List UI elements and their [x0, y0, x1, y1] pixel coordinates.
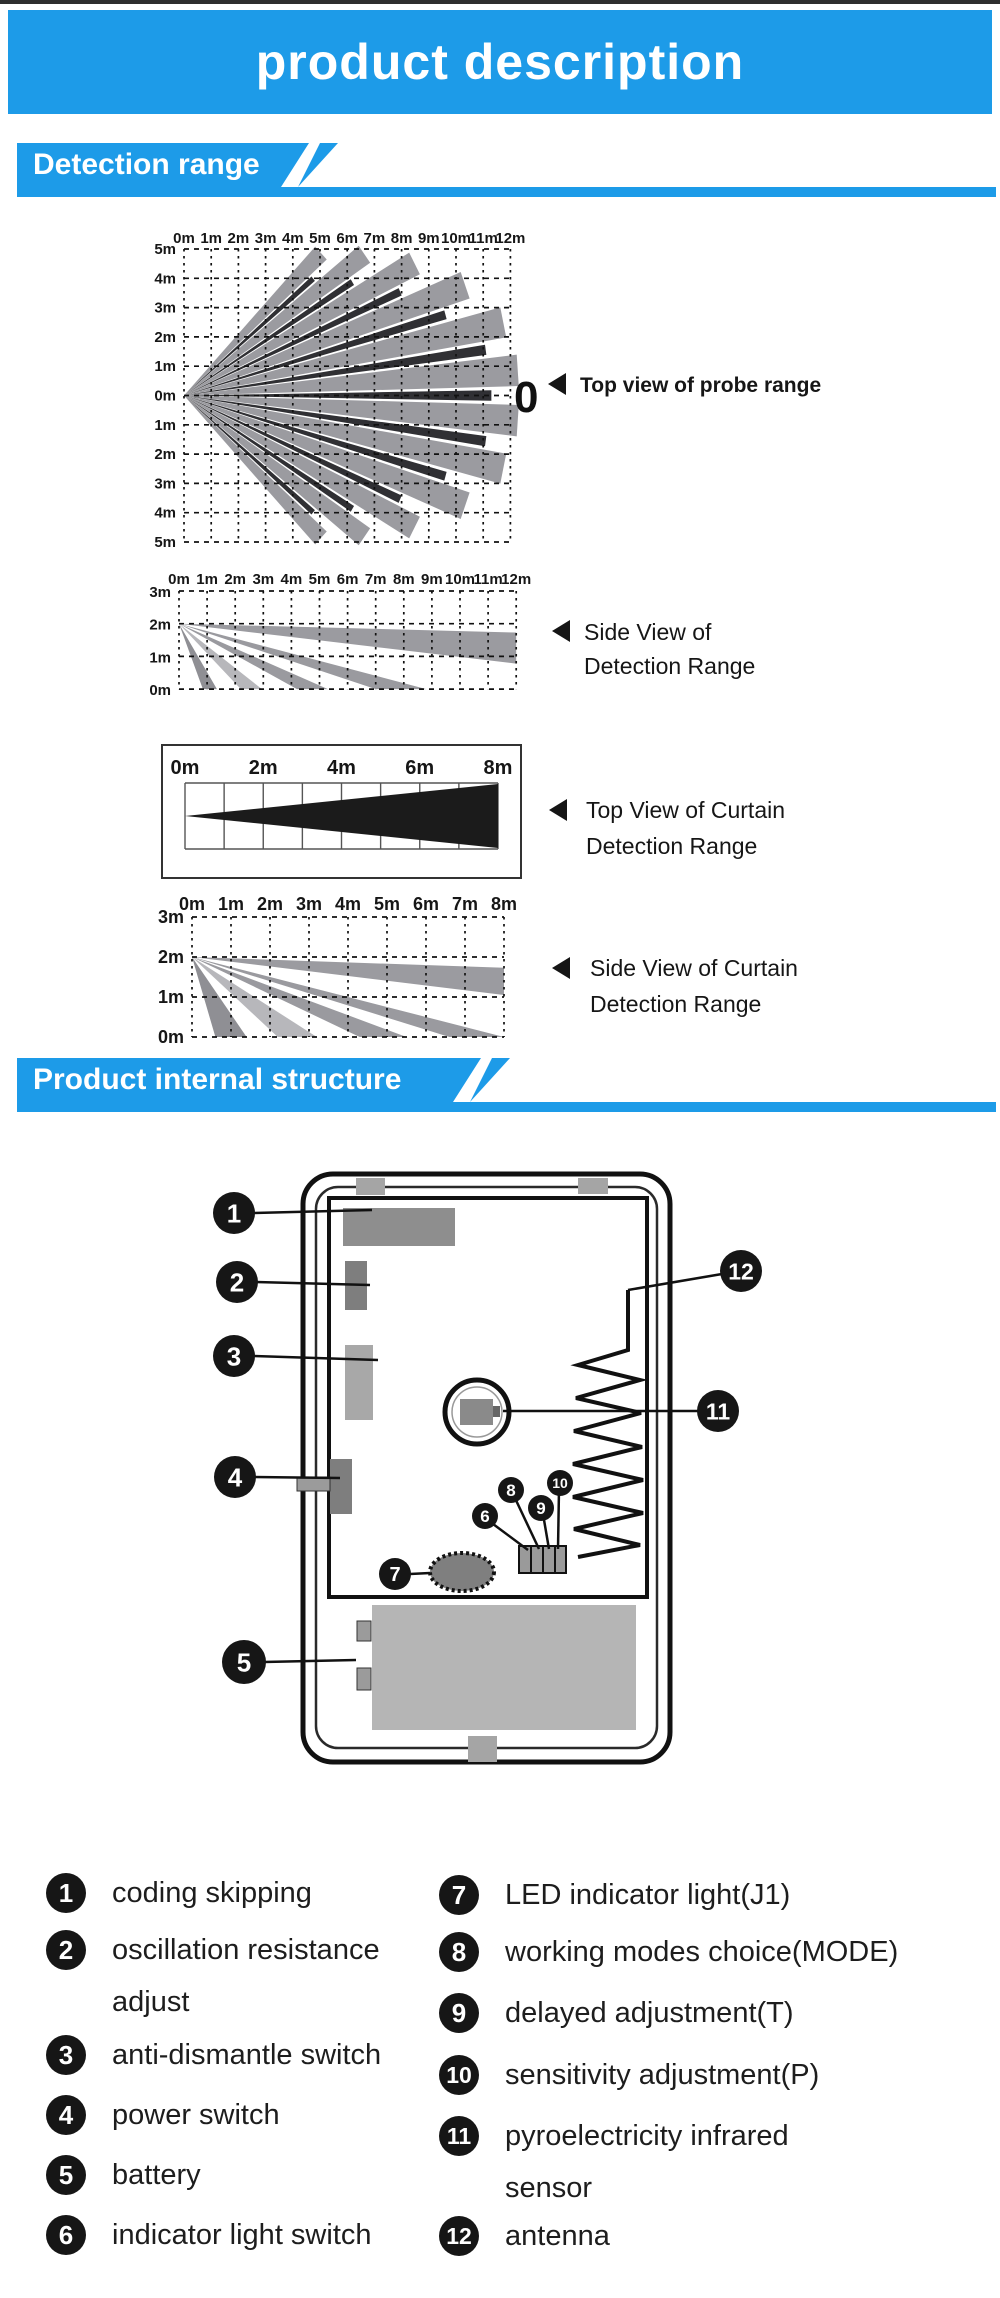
callout-11: [697, 1390, 739, 1432]
legend-number: 3: [46, 2035, 86, 2075]
legend-item-10: [419, 2049, 819, 2101]
x-tick-label: 8m: [490, 894, 518, 914]
y-tick-label: 4m: [154, 504, 176, 522]
x-tick-label: 8m: [392, 571, 415, 588]
y-tick-label: 2m: [154, 446, 176, 464]
x-tick-label: 11m: [473, 571, 503, 588]
y-tick-label: 2m: [154, 328, 176, 346]
callout-3: [213, 1335, 255, 1377]
x-tick-label: 4m: [327, 757, 356, 779]
legend-number: 6: [46, 2215, 86, 2255]
legend-item-9: [419, 1987, 794, 2039]
caption-text: Detection Range: [590, 991, 762, 1017]
diagram-curtain-top-view: [162, 745, 785, 878]
coding-skipping-component: [343, 1208, 455, 1246]
legend-label: sensitivity adjustment(P): [505, 2059, 820, 2091]
x-tick-label: 3m: [254, 230, 277, 247]
diagram-top-view: [154, 230, 821, 551]
y-tick-label: 0m: [154, 387, 176, 405]
x-tick-label: 1m: [200, 230, 223, 247]
x-tick-label: 7m: [451, 894, 479, 914]
y-tick-label: 1m: [149, 649, 171, 667]
legend-label: anti-dismantle switch: [112, 2039, 382, 2071]
x-tick-label: 1m: [196, 571, 218, 588]
callout-number: 12: [728, 1258, 754, 1285]
callout-4: [214, 1456, 256, 1498]
legend-label: pyroelectricity infrared sensor: [505, 2120, 789, 2204]
legend-label: delayed adjustment(T): [505, 1997, 794, 2029]
y-tick-label: 3m: [154, 299, 176, 317]
y-tick-label: 0m: [149, 682, 171, 700]
battery-component: [372, 1605, 636, 1730]
section-title: Detection range: [33, 148, 260, 181]
internal-structure-diagram: [213, 1174, 762, 1762]
detection-beam: [179, 624, 516, 664]
x-tick-label: 7m: [364, 571, 387, 588]
legend-number: 8: [439, 1932, 479, 1972]
x-tick-label: 3m: [252, 571, 275, 588]
callout-number: 4: [227, 1462, 243, 1493]
callout-number: 10: [552, 1475, 568, 1492]
x-tick-label: 10m: [440, 230, 472, 247]
led-indicator-component: [430, 1553, 494, 1591]
x-tick-label: 2m: [227, 230, 250, 247]
x-tick-label: 4m: [280, 571, 303, 588]
x-tick-label: 8m: [390, 230, 413, 247]
x-tick-label: 6m: [336, 571, 359, 588]
y-tick-label: 3m: [157, 907, 184, 927]
callout-number: 11: [705, 1398, 731, 1425]
legend-item-8: [419, 1926, 898, 1978]
power-switch-lever: [297, 1477, 330, 1491]
x-tick-label: 9m: [421, 571, 443, 588]
callout-1: [213, 1192, 255, 1234]
callout-number: 6: [480, 1507, 490, 1527]
legend-item-12: [419, 2210, 610, 2262]
legend-item-2: [26, 1924, 380, 2028]
callout-12: [720, 1250, 762, 1292]
battery-contact: [357, 1621, 371, 1641]
pyro-sensor-pin: [493, 1406, 500, 1417]
x-tick-label: 2m: [248, 757, 278, 779]
callout-2: [216, 1261, 258, 1303]
legend-number: 7: [439, 1875, 479, 1915]
y-tick-label: 3m: [154, 475, 176, 493]
x-tick-label: 3m: [295, 894, 323, 914]
callout-number: 7: [389, 1564, 401, 1587]
legend-number: 1: [46, 1873, 86, 1913]
x-tick-label: 2m: [256, 894, 284, 914]
callout-line: [558, 1489, 559, 1549]
caption-arrow-icon: [549, 799, 567, 821]
x-tick-label: 11m: [468, 230, 498, 247]
y-tick-label: 1m: [154, 358, 176, 376]
caption-text: Top view of probe range: [580, 374, 822, 397]
y-tick-label: 1m: [154, 416, 176, 434]
x-tick-label: 7m: [363, 230, 386, 247]
legend-item-11: [419, 2110, 789, 2214]
section-title: Product internal structure: [33, 1063, 402, 1096]
x-tick-label: 6m: [336, 230, 359, 247]
x-tick-label: 6m: [405, 757, 435, 779]
legend-label: working modes choice(MODE): [505, 1936, 899, 1968]
caption-text: Detection Range: [584, 653, 756, 679]
callout-number: 1: [226, 1198, 242, 1229]
legend-item-5: [26, 2149, 201, 2201]
callout-9: [528, 1495, 554, 1521]
case-tab: [468, 1736, 497, 1762]
anti-dismantle-switch-component: [345, 1345, 373, 1420]
callout-8: [498, 1477, 524, 1503]
case-tab: [356, 1178, 385, 1195]
legend-number: 9: [439, 1993, 479, 2033]
page-title: product description: [255, 34, 745, 90]
x-tick-label: 1m: [217, 894, 245, 914]
x-tick-label: 5m: [308, 571, 331, 588]
caption-arrow-icon: [552, 620, 570, 642]
callout-number: 8: [506, 1481, 516, 1501]
x-tick-label: 0m: [170, 757, 200, 779]
legend-label: power switch: [112, 2099, 280, 2131]
callout-number: 3: [226, 1341, 242, 1372]
callout-7: [379, 1558, 411, 1590]
caption-text: Side View of Curtain: [590, 955, 798, 981]
legend-number: 2: [46, 1930, 86, 1970]
callout-line: [254, 1477, 340, 1478]
legend-item-6: [26, 2209, 372, 2261]
legend-item-1: [26, 1867, 312, 1919]
legend-number: 11: [439, 2116, 479, 2156]
zero-marker-label: 0: [514, 373, 539, 422]
x-tick-label: 12m: [495, 230, 526, 247]
legend-item-3: [26, 2029, 381, 2081]
y-tick-label: 2m: [149, 616, 171, 634]
case-tab: [578, 1178, 608, 1194]
legend-number: 5: [46, 2155, 86, 2195]
legend-number: 12: [439, 2216, 479, 2256]
y-tick-label: 2m: [157, 947, 184, 967]
x-tick-label: 5m: [309, 230, 331, 247]
x-tick-label: 0m: [178, 894, 206, 914]
x-tick-label: 10m: [444, 571, 476, 588]
x-tick-label: 6m: [412, 894, 440, 914]
legend-item-7: [419, 1869, 790, 1921]
legend-label: antenna: [505, 2220, 610, 2252]
legend-label: coding skipping: [112, 1877, 312, 1909]
y-tick-label: 4m: [154, 270, 176, 288]
diagram-curtain-side-view: [158, 894, 798, 1047]
y-tick-label: 3m: [149, 584, 171, 601]
callout-number: 2: [229, 1267, 245, 1298]
battery-contact: [357, 1668, 371, 1690]
caption-arrow-icon: [548, 373, 566, 395]
y-tick-label: 0m: [157, 1027, 184, 1047]
caption-text: Side View of: [584, 619, 712, 645]
x-tick-label: 12m: [501, 571, 532, 588]
callout-number: 9: [536, 1499, 546, 1519]
legend-label: oscillation resistance adjust: [112, 1934, 380, 2018]
diagram-side-view: [149, 571, 755, 699]
legend-label: battery: [112, 2159, 201, 2191]
callout-line: [410, 1573, 430, 1574]
power-switch-component: [330, 1459, 352, 1514]
legend-label: LED indicator light(J1): [505, 1879, 791, 1911]
legend-label: indicator light switch: [112, 2219, 372, 2251]
callout-5: [222, 1640, 266, 1684]
pyro-sensor-chip: [460, 1399, 493, 1425]
x-tick-label: 4m: [334, 894, 362, 914]
x-tick-label: 8m: [483, 757, 513, 779]
x-tick-label: 0m: [173, 230, 195, 247]
callout-number: 5: [236, 1647, 252, 1678]
caption-text: Top View of Curtain: [586, 797, 786, 823]
caption-arrow-icon: [552, 957, 570, 979]
x-tick-label: 4m: [281, 230, 304, 247]
callout-6: [472, 1503, 498, 1529]
x-tick-label: 2m: [224, 571, 247, 588]
y-tick-label: 5m: [154, 534, 176, 551]
legend-item-4: [26, 2089, 280, 2141]
legend-number: 4: [46, 2095, 86, 2135]
callout-10: [547, 1470, 573, 1496]
caption-text: Detection Range: [586, 833, 758, 859]
x-tick-label: 0m: [168, 571, 190, 588]
x-tick-label: 9m: [417, 230, 440, 247]
y-tick-label: 1m: [157, 987, 184, 1007]
x-tick-label: 5m: [373, 894, 401, 914]
legend-number: 10: [439, 2055, 479, 2095]
y-tick-label: 5m: [154, 241, 176, 258]
